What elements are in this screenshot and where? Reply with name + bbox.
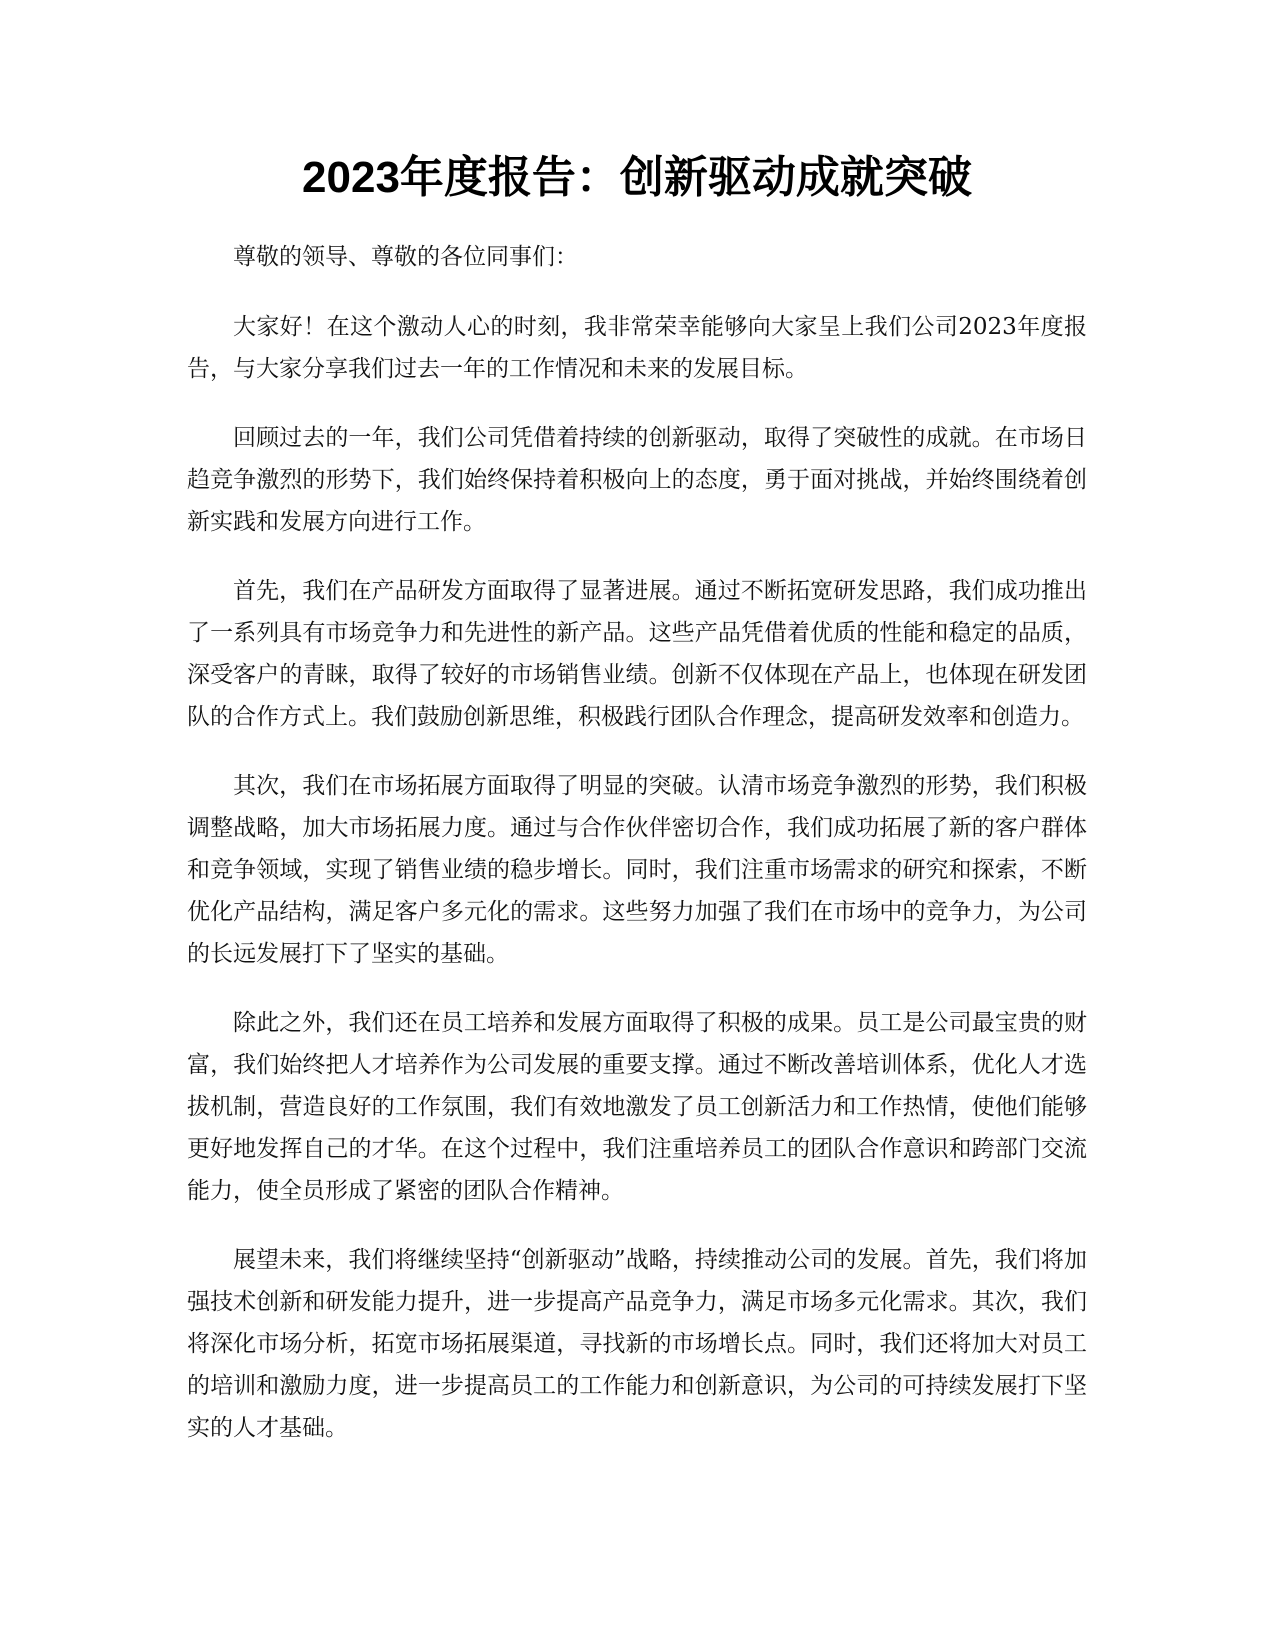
document-content <box>187 0 1087 1476</box>
paragraph-staff-development: 除此之外，我们还在员工培养和发展方面取得了积极的成果。员工是公司最宝贵的财富，我们始终把人才培养作为公司发展的重要支撑。通过不断改善培训体系，优化人才选拔机制，营造良好的工作氛围，我们有效地激发了员工创新活力和工作热情，使他们能够更好地发挥自己的才华。在这个过程中，我们注重培养员工的团队合作意识和跨部门交流能力，使全员形成了紧密的团队合作精神。 <box>187 1010 1087 1204</box>
salutation: 尊敬的领导、尊敬的各位同事们： <box>233 244 578 270</box>
paragraph-review: 回顾过去的一年，我们公司凭借着持续的创新驱动，取得了突破性的成就。在市场日趋竞争激烈的形势下，我们始终保持着积极向上的态度，勇于面对挑战，并始终围绕着创新实践和发展方向进行工作。 <box>187 425 1087 535</box>
paragraph-market-expansion: 其次，我们在市场拓展方面取得了明显的突破。认清市场竞争激烈的形势，我们积极调整战略，加大市场拓展力度。通过与合作伙伴密切合作，我们成功拓展了新的客户群体和竞争领域，实现了销售业绩的稳步增长。同时，我们注重市场需求的研究和探索，不断优化产品结构，满足客户多元化的需求。这些努力加强了我们在市场中的竞争力，为公司的长远发展打下了坚实的基础。 <box>187 773 1087 967</box>
document-body <box>187 236 1087 1449</box>
document-title: 2023年度报告：创新驱动成就突破 <box>302 153 972 202</box>
paragraph-greeting: 大家好！在这个激动人心的时刻，我非常荣幸能够向大家呈上我们公司2023年度报告，与大家分享我们过去一年的工作情况和未来的发展目标。 <box>187 314 1087 382</box>
paragraph-product-rd: 首先，我们在产品研发方面取得了显著进展。通过不断拓宽研发思路，我们成功推出了一系列具有市场竞争力和先进性的新产品。这些产品凭借着优质的性能和稳定的品质，深受客户的青睐，取得了较好的市场销售业绩。创新不仅体现在产品上，也体现在研发团队的合作方式上。我们鼓励创新思维，积极践行团队合作理念，提高研发效率和创造力。 <box>187 578 1087 730</box>
paragraph-outlook: 展望未来，我们将继续坚持“创新驱动”战略，持续推动公司的发展。首先，我们将加强技术创新和研发能力提升，进一步提高产品竞争力，满足市场多元化需求。其次，我们将深化市场分析，拓宽市场拓展渠道，寻找新的市场增长点。同时，我们还将加大对员工的培训和激励力度，进一步提高员工的工作能力和创新意识，为公司的可持续发展打下坚实的人才基础。 <box>187 1247 1087 1441</box>
